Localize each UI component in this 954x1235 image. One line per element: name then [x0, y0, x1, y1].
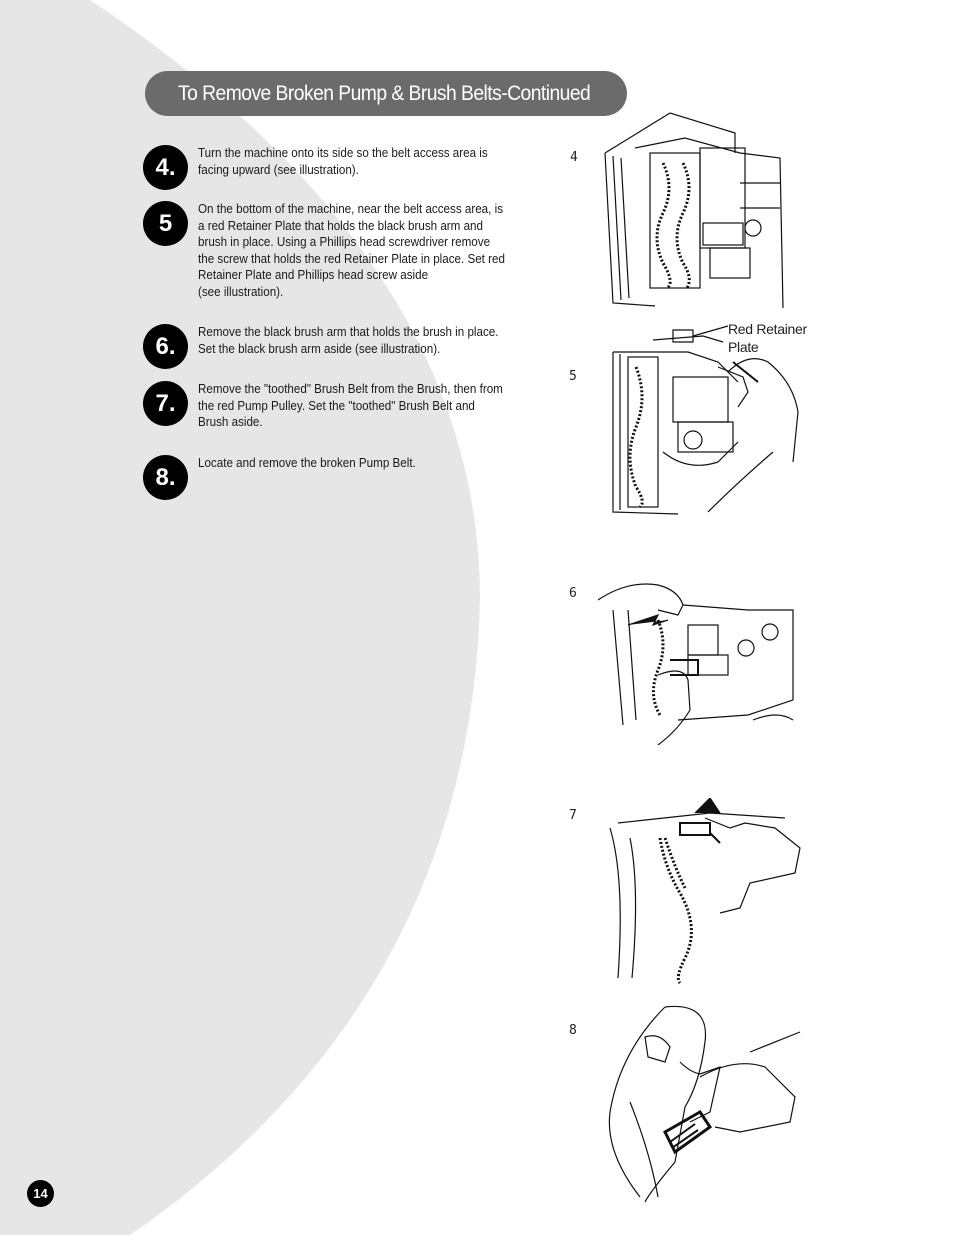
- illustration-remove-toothed-belt: [600, 798, 805, 988]
- illustration-remove-retainer-plate: [598, 322, 803, 527]
- red-retainer-plate-callout: Red Retainer Plate: [728, 321, 807, 355]
- illustration-remove-pump-belt: [590, 1002, 805, 1207]
- step-text: On the bottom of the machine, near the belt access area, is a red Retainer Plate that holds the black brush arm and brush in place. Using a Phillips head screwdriver remove the screw that holds the red Retainer Plate in place. Set red Retainer Plate and Phillips head screw aside (see illustration).: [198, 202, 505, 299]
- step-text: Locate and remove the broken Pump Belt.: [198, 456, 416, 470]
- step-badge: 4.: [143, 145, 188, 190]
- illustration-remove-brush-arm: [598, 580, 798, 745]
- figure-label-4: 4: [570, 150, 578, 165]
- figure-label-8: 8: [569, 1023, 577, 1038]
- step-text: Turn the machine onto its side so the belt access area is facing upward (see illustration).: [198, 146, 488, 177]
- step-badge: 8.: [143, 455, 188, 500]
- step-text: Remove the black brush arm that holds the brush in place. Set the black brush arm aside (see illustration).: [198, 325, 499, 356]
- illustration-machine-on-side: [595, 108, 785, 308]
- figure-label-5: 5: [569, 369, 577, 384]
- step-text: Remove the "toothed" Brush Belt from the Brush, then from the red Pump Pulley. Set the "toothed" Brush Belt and Brush aside.: [198, 382, 503, 430]
- page-number: 14: [27, 1180, 54, 1207]
- step-badge: 7.: [143, 381, 188, 426]
- step-badge: 6.: [143, 324, 188, 369]
- figure-label-6: 6: [569, 586, 577, 601]
- section-title: To Remove Broken Pump & Brush Belts-Continued: [178, 82, 591, 105]
- figure-label-7: 7: [569, 808, 577, 823]
- step-badge: 5: [143, 201, 188, 246]
- section-title-bar: [145, 71, 627, 116]
